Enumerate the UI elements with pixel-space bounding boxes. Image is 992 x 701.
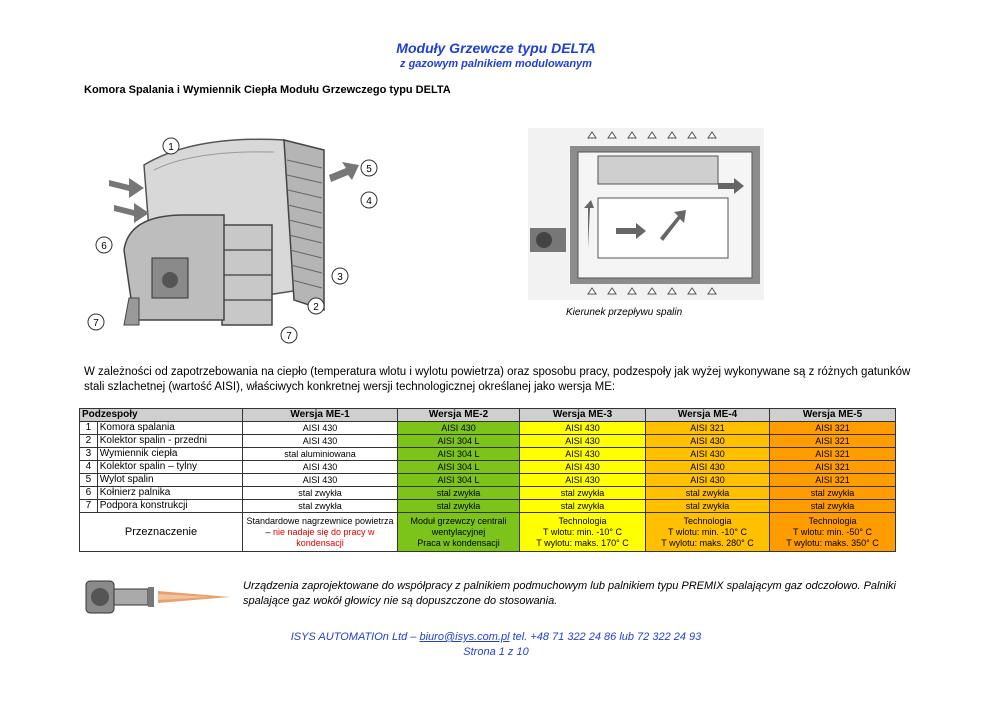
callout-5: 5 (366, 164, 372, 175)
cell-me2: AISI 304 L (398, 435, 520, 448)
purpose-me4-line3: T wylotu: maks. 280° C (661, 537, 754, 548)
component-name: Kolektor spalin – tylny (97, 461, 242, 474)
component-name: Podpora konstrukcji (97, 500, 242, 513)
row-number: 1 (80, 422, 98, 435)
callout-2: 2 (313, 302, 319, 313)
purpose-me5-line1: Technologia (808, 515, 857, 526)
cell-me3: stal zwykła (520, 487, 646, 500)
purpose-me1-standard: Standardowe nagrzewnice powietrza (246, 515, 394, 526)
cell-me5: AISI 321 (770, 461, 896, 474)
purpose-me4 (646, 513, 770, 552)
purpose-me4-line1: Technologia (683, 515, 732, 526)
component-name: Kolektor spalin - przedni (97, 435, 242, 448)
cell-me2: stal zwykła (398, 500, 520, 513)
cell-me3: AISI 430 (520, 474, 646, 487)
cell-me1: AISI 430 (243, 435, 398, 448)
cell-me1: stal zwykła (243, 487, 398, 500)
header-me1: Wersja ME-1 (243, 409, 398, 422)
cell-me5: AISI 321 (770, 448, 896, 461)
purpose-me4-line2: T wlotu: min. -10° C (668, 526, 747, 537)
document-title: Moduły Grzewcze typu DELTA (396, 40, 596, 56)
component-name: Kołnierz palnika (97, 487, 242, 500)
cell-me1: stal aluminiowana (243, 448, 398, 461)
burner-illustration (80, 575, 232, 619)
header-components: Podzespoły (80, 409, 243, 422)
component-name: Wylot spalin (97, 474, 242, 487)
row-number: 3 (80, 448, 98, 461)
purpose-me5-line2: T wlotu: min. -50° C (793, 526, 872, 537)
table-row (80, 474, 896, 487)
cell-me1: AISI 430 (243, 461, 398, 474)
purpose-me3-line3: T wylotu: maks. 170° C (536, 537, 629, 548)
row-number: 4 (80, 461, 98, 474)
purpose-me1-dash: – (265, 526, 273, 537)
cell-me3: AISI 430 (520, 461, 646, 474)
cell-me4: stal zwykła (646, 500, 770, 513)
purpose-me3 (520, 513, 646, 552)
burner-note: Urządzenia zaprojektowane do współpracy z palnikiem podmuchowym lub palnikiem typu PREMIX spalającym gaz odczołowo. Palniki spalające gaz wokół głowicy nie są dopuszczone do stosowania. (243, 580, 896, 607)
cell-me4: AISI 430 (646, 461, 770, 474)
footer-email-link[interactable]: biuro@isys.com.pl (419, 631, 510, 643)
cell-me3: AISI 430 (520, 422, 646, 435)
cell-me2: AISI 304 L (398, 448, 520, 461)
cell-me1: stal zwykła (243, 500, 398, 513)
cell-me4: AISI 321 (646, 422, 770, 435)
table-row (80, 500, 896, 513)
cell-me5: AISI 321 (770, 474, 896, 487)
header-me5: Wersja ME-5 (770, 409, 896, 422)
header-me4: Wersja ME-4 (646, 409, 770, 422)
footer-company: ISYS AUTOMATIOn Ltd – (290, 631, 420, 643)
cell-me3: stal zwykła (520, 500, 646, 513)
cell-me4: AISI 430 (646, 435, 770, 448)
table-row (80, 461, 896, 474)
purpose-me2-line1: Moduł grzewczy centrali wentylacyjnej (410, 515, 507, 537)
cell-me1: AISI 430 (243, 422, 398, 435)
callout-3: 3 (337, 272, 343, 283)
cell-me4: AISI 430 (646, 448, 770, 461)
section-heading: Komora Spalania i Wymiennik Ciepła Modułu Grzewczego typu DELTA (84, 84, 451, 96)
row-number: 2 (80, 435, 98, 448)
purpose-me3-line1: Technologia (558, 515, 607, 526)
cell-me5: AISI 321 (770, 435, 896, 448)
cell-me4: stal zwykła (646, 487, 770, 500)
versions-table (79, 408, 896, 552)
footer-phone: tel. +48 71 322 24 86 lub 72 322 24 93 (509, 631, 702, 643)
callout-6: 6 (101, 241, 107, 252)
flue-gas-flow-diagram (528, 128, 764, 300)
cell-me2: AISI 304 L (398, 461, 520, 474)
document-subtitle: z gazowym palnikiem modulowanym (400, 58, 592, 70)
purpose-row (80, 513, 896, 552)
cell-me3: AISI 430 (520, 435, 646, 448)
cell-me5: AISI 321 (770, 422, 896, 435)
callout-7b: 7 (286, 331, 292, 342)
combustion-chamber-illustration (84, 130, 396, 342)
flow-caption: Kierunek przepływu spalin (566, 307, 683, 318)
purpose-me1-warning: nie nadaje się do pracy w kondensacji (272, 526, 375, 548)
component-name: Komora spalania (97, 422, 242, 435)
table-header-row (80, 409, 896, 422)
callout-1: 1 (168, 142, 174, 153)
cell-me2: AISI 430 (398, 422, 520, 435)
cell-me1: AISI 430 (243, 474, 398, 487)
purpose-label: Przeznaczenie (80, 513, 243, 552)
table-row (80, 448, 896, 461)
row-number: 6 (80, 487, 98, 500)
table-row (80, 422, 896, 435)
table-row (80, 435, 896, 448)
callout-4: 4 (366, 196, 372, 207)
cell-me4: AISI 430 (646, 474, 770, 487)
row-number: 5 (80, 474, 98, 487)
header-me3: Wersja ME-3 (520, 409, 646, 422)
callout-7a: 7 (93, 318, 99, 329)
table-row (80, 487, 896, 500)
header-me2: Wersja ME-2 (398, 409, 520, 422)
purpose-me1 (243, 513, 398, 552)
purpose-me3-line2: T wlotu: min. -10° C (543, 526, 622, 537)
cell-me3: AISI 430 (520, 448, 646, 461)
purpose-me2-line2: Praca w kondensacji (417, 537, 500, 548)
cell-me2: AISI 304 L (398, 474, 520, 487)
cell-me5: stal zwykła (770, 500, 896, 513)
component-name: Wymiennik ciepła (97, 448, 242, 461)
cell-me5: stal zwykła (770, 487, 896, 500)
footer-page-number: Strona 1 z 10 (463, 646, 529, 658)
row-number: 7 (80, 500, 98, 513)
cell-me2: stal zwykła (398, 487, 520, 500)
purpose-me2 (398, 513, 520, 552)
footer-contact (0, 631, 992, 643)
purpose-me5-line3: T wylotu: maks. 350° C (786, 537, 879, 548)
intro-paragraph: W zależności od zapotrzebowania na ciepło (temperatura wlotu i wylotu powietrza) oraz sposobu pracy, podzespoły jak wyżej wykonywane są z różnych gatunków stali szlachetnej (wartość AISI), właściwych konkretnej wersji technologicznej określanej jako wersja ME: (84, 366, 911, 393)
purpose-me5 (770, 513, 896, 552)
